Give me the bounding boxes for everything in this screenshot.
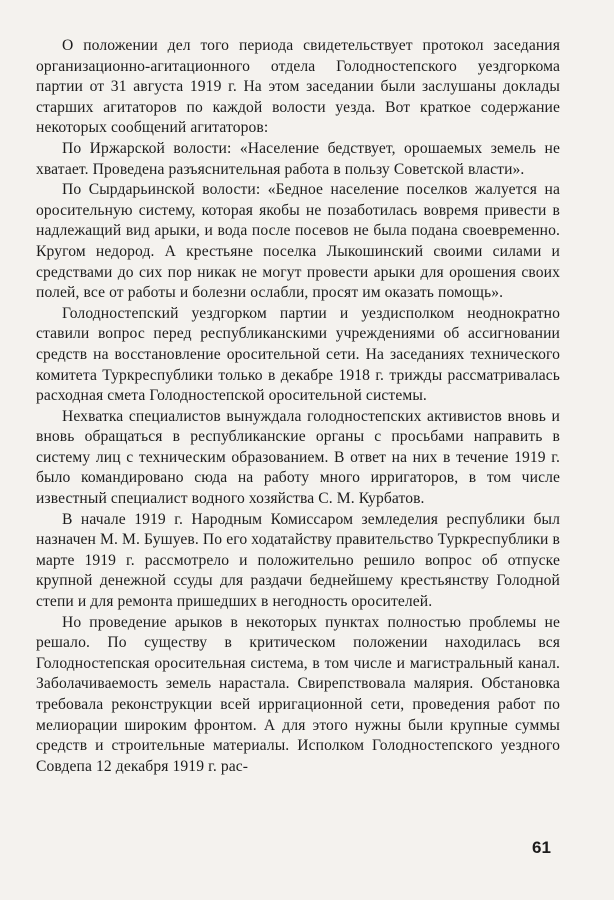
paragraph-protocol-intro: О положении дел того периода свидетельствует протокол заседания организационно-агитационного отдела Голодностепского уездгоркома партии от 31 августа 1919 г. На этом заседании были заслушаны доклады старших агитаторов по каждой волости уезда. Вот краткое содержание некоторых сообщений агитаторов: xyxy=(36,37,560,137)
page-text xyxy=(36,36,560,777)
paragraph-irzhar-volost: По Иржарской волости: «Население бедствует, орошаемых земель не хватает. Проведена разъяснительная работа в пользу Советской власти». xyxy=(36,139,560,178)
paragraph-specialists: Нехватка специалистов вынуждала голодностепских активистов вновь и вновь обращаться в республиканские органы с просьбами направить в систему лиц с техническим образованием. В ответ на них в течение 1919 г. было командировано сюда на работу много ирригаторов, в том числе известный специалист водного хозяйства С. М. Курбатов. xyxy=(36,407,560,508)
paragraph-syrdarya-volost: По Сырдарьинской волости: «Бедное население поселков жалуется на оросительную систему, которая якобы не позаботилась вовремя привести в надлежащий вид арыки, и вода после посевов не была подана своевременно. Кругом недород. А крестьяне поселка Лыкошинский своими силами и средствами до сих пор никак не могут провести арыки для орошения своих полей, все от работы и болезни ослабли, просят им оказать помощь». xyxy=(36,181,560,302)
page-number: 61 xyxy=(532,838,551,857)
paragraph-uezdgorkom: Голодностепский уездгорком партии и уездисполком неоднократно ставили вопрос перед республиканскими учреждениями об ассигновании средств на восстановление оросительной сети. На заседаниях технического комитета Туркреспублики только в декабре 1918 г. трижды рассматривалась расходная смета Голодностепской оросительной системы. xyxy=(36,304,560,405)
paragraph-bushuev: В начале 1919 г. Народным Комиссаром земледелия республики был назначен М. М. Бушуев. По его ходатайству правительство Туркреспублики в марте 1919 г. рассмотрело и положительно решило вопрос об отпуске крупной денежной ссуды для раздачи беднейшему крестьянству Голодной степи и для ремонта пришедших в негодность оросителей. xyxy=(36,510,560,611)
paragraph-reconstruction: Но проведение арыков в некоторых пунктах полностью проблемы не решало. По существу в критическом положении находилась вся Голодностепская оросительная система, в том числе и магистральный канал. Заболачиваемость земель нарастала. Свирепствовала малярия. Обстановка требовала реконструкции всей ирригационной сети, проведения работ по мелиорации широким фронтом. А для этого нужны были крупные суммы средств и строительные материалы. Исполком Голодностепского уездного Совдепа 12 декабря 1919 г. рас- xyxy=(36,613,560,775)
